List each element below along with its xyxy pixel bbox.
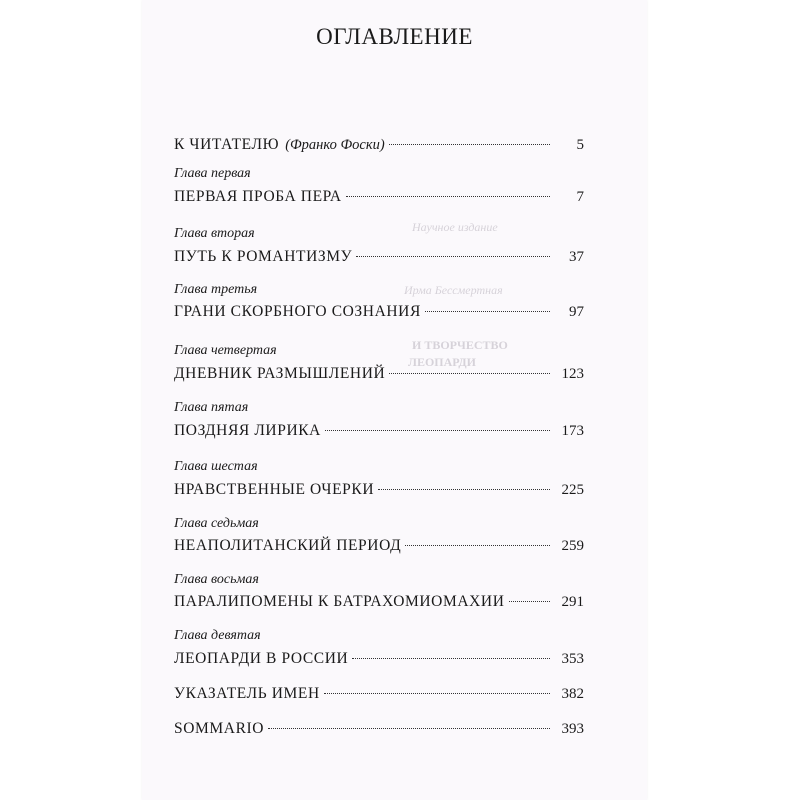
- chapter-label: Глава седьмая: [174, 516, 259, 531]
- chapter-label: Глава вторая: [174, 226, 255, 241]
- entry-title: НЕАПОЛИТАНСКИЙ ПЕРИОД: [174, 537, 402, 554]
- toc-entry: [174, 650, 584, 668]
- dot-leader: [352, 658, 550, 659]
- dot-leader: [425, 311, 550, 312]
- entry-title: ДНЕВНИК РАЗМЫШЛЕНИЙ: [174, 365, 386, 382]
- entry-title: УКАЗАТЕЛЬ ИМЕН: [174, 685, 320, 702]
- page-number: 353: [561, 651, 584, 667]
- bleed-through-text-4: ЛЕОПАРДИ: [408, 355, 476, 369]
- dot-leader: [378, 489, 550, 490]
- entry-title: ПУТЬ К РОМАНТИЗМУ: [174, 248, 353, 265]
- toc-entry: [174, 136, 584, 154]
- chapter-label: Глава третья: [174, 282, 258, 297]
- page-number: 123: [561, 366, 584, 382]
- entry-title: ГРАНИ СКОРБНОГО СОЗНАНИЯ: [174, 303, 421, 320]
- dot-leader: [346, 196, 550, 197]
- page-number: 5: [576, 137, 584, 153]
- toc-entry: [174, 248, 584, 266]
- toc-entry: [174, 593, 584, 611]
- chapter-label: Глава девятая: [174, 628, 261, 643]
- page-number: 393: [561, 721, 584, 737]
- toc-entry: [174, 422, 584, 440]
- page-number: 259: [561, 538, 584, 554]
- dot-leader: [325, 430, 550, 431]
- chapter-label: Глава восьмая: [174, 572, 259, 587]
- toc-entry: [174, 537, 584, 555]
- book-page: [142, 0, 647, 800]
- page-number: 382: [561, 686, 584, 702]
- entry-title: ПЕРВАЯ ПРОБА ПЕРА: [174, 188, 342, 205]
- bleed-through-text-1: Научное издание: [412, 220, 498, 234]
- dot-leader: [389, 144, 550, 145]
- dot-leader: [268, 728, 550, 729]
- toc-entry: [174, 720, 584, 738]
- toc-entry: [174, 685, 584, 703]
- chapter-label: Глава пятая: [174, 400, 249, 415]
- bleed-through-text-3: И ТВОРЧЕСТВО: [412, 338, 508, 352]
- chapter-label: Глава первая: [174, 166, 251, 181]
- toc-entry: [174, 188, 584, 206]
- page-number: 225: [561, 482, 584, 498]
- page-number: 7: [576, 189, 584, 205]
- entry-title: ПОЗДНЯЯ ЛИРИКА: [174, 422, 321, 439]
- entry-title: ЛЕОПАРДИ В РОССИИ: [174, 650, 349, 667]
- entry-title: НРАВСТВЕННЫЕ ОЧЕРКИ: [174, 481, 375, 498]
- entry-author: (Франко Фоски): [285, 137, 385, 153]
- toc-heading: ОГЛАВЛЕНИЕ: [316, 24, 473, 49]
- toc-entry: [174, 303, 584, 321]
- entry-title: К ЧИТАТЕЛЮ: [174, 136, 280, 153]
- toc-entry: [174, 481, 584, 499]
- chapter-label: Глава шестая: [174, 459, 258, 474]
- dot-leader: [324, 693, 550, 694]
- entry-title: ПАРАЛИПОМЕНЫ К БАТРАХОМИОМАХИИ: [174, 593, 505, 610]
- bleed-through-text-2: Ирма Бессмертная: [404, 283, 503, 297]
- chapter-label: Глава четвертая: [174, 343, 277, 358]
- entry-title: SOMMARIO: [174, 720, 265, 737]
- page-number: 97: [569, 304, 584, 320]
- dot-leader: [509, 601, 550, 602]
- toc-entry: [174, 365, 584, 383]
- page-number: 37: [569, 249, 584, 265]
- page-number: 291: [561, 594, 584, 610]
- dot-leader: [389, 373, 550, 374]
- page-number: 173: [561, 423, 584, 439]
- dot-leader: [405, 545, 550, 546]
- dot-leader: [356, 256, 550, 257]
